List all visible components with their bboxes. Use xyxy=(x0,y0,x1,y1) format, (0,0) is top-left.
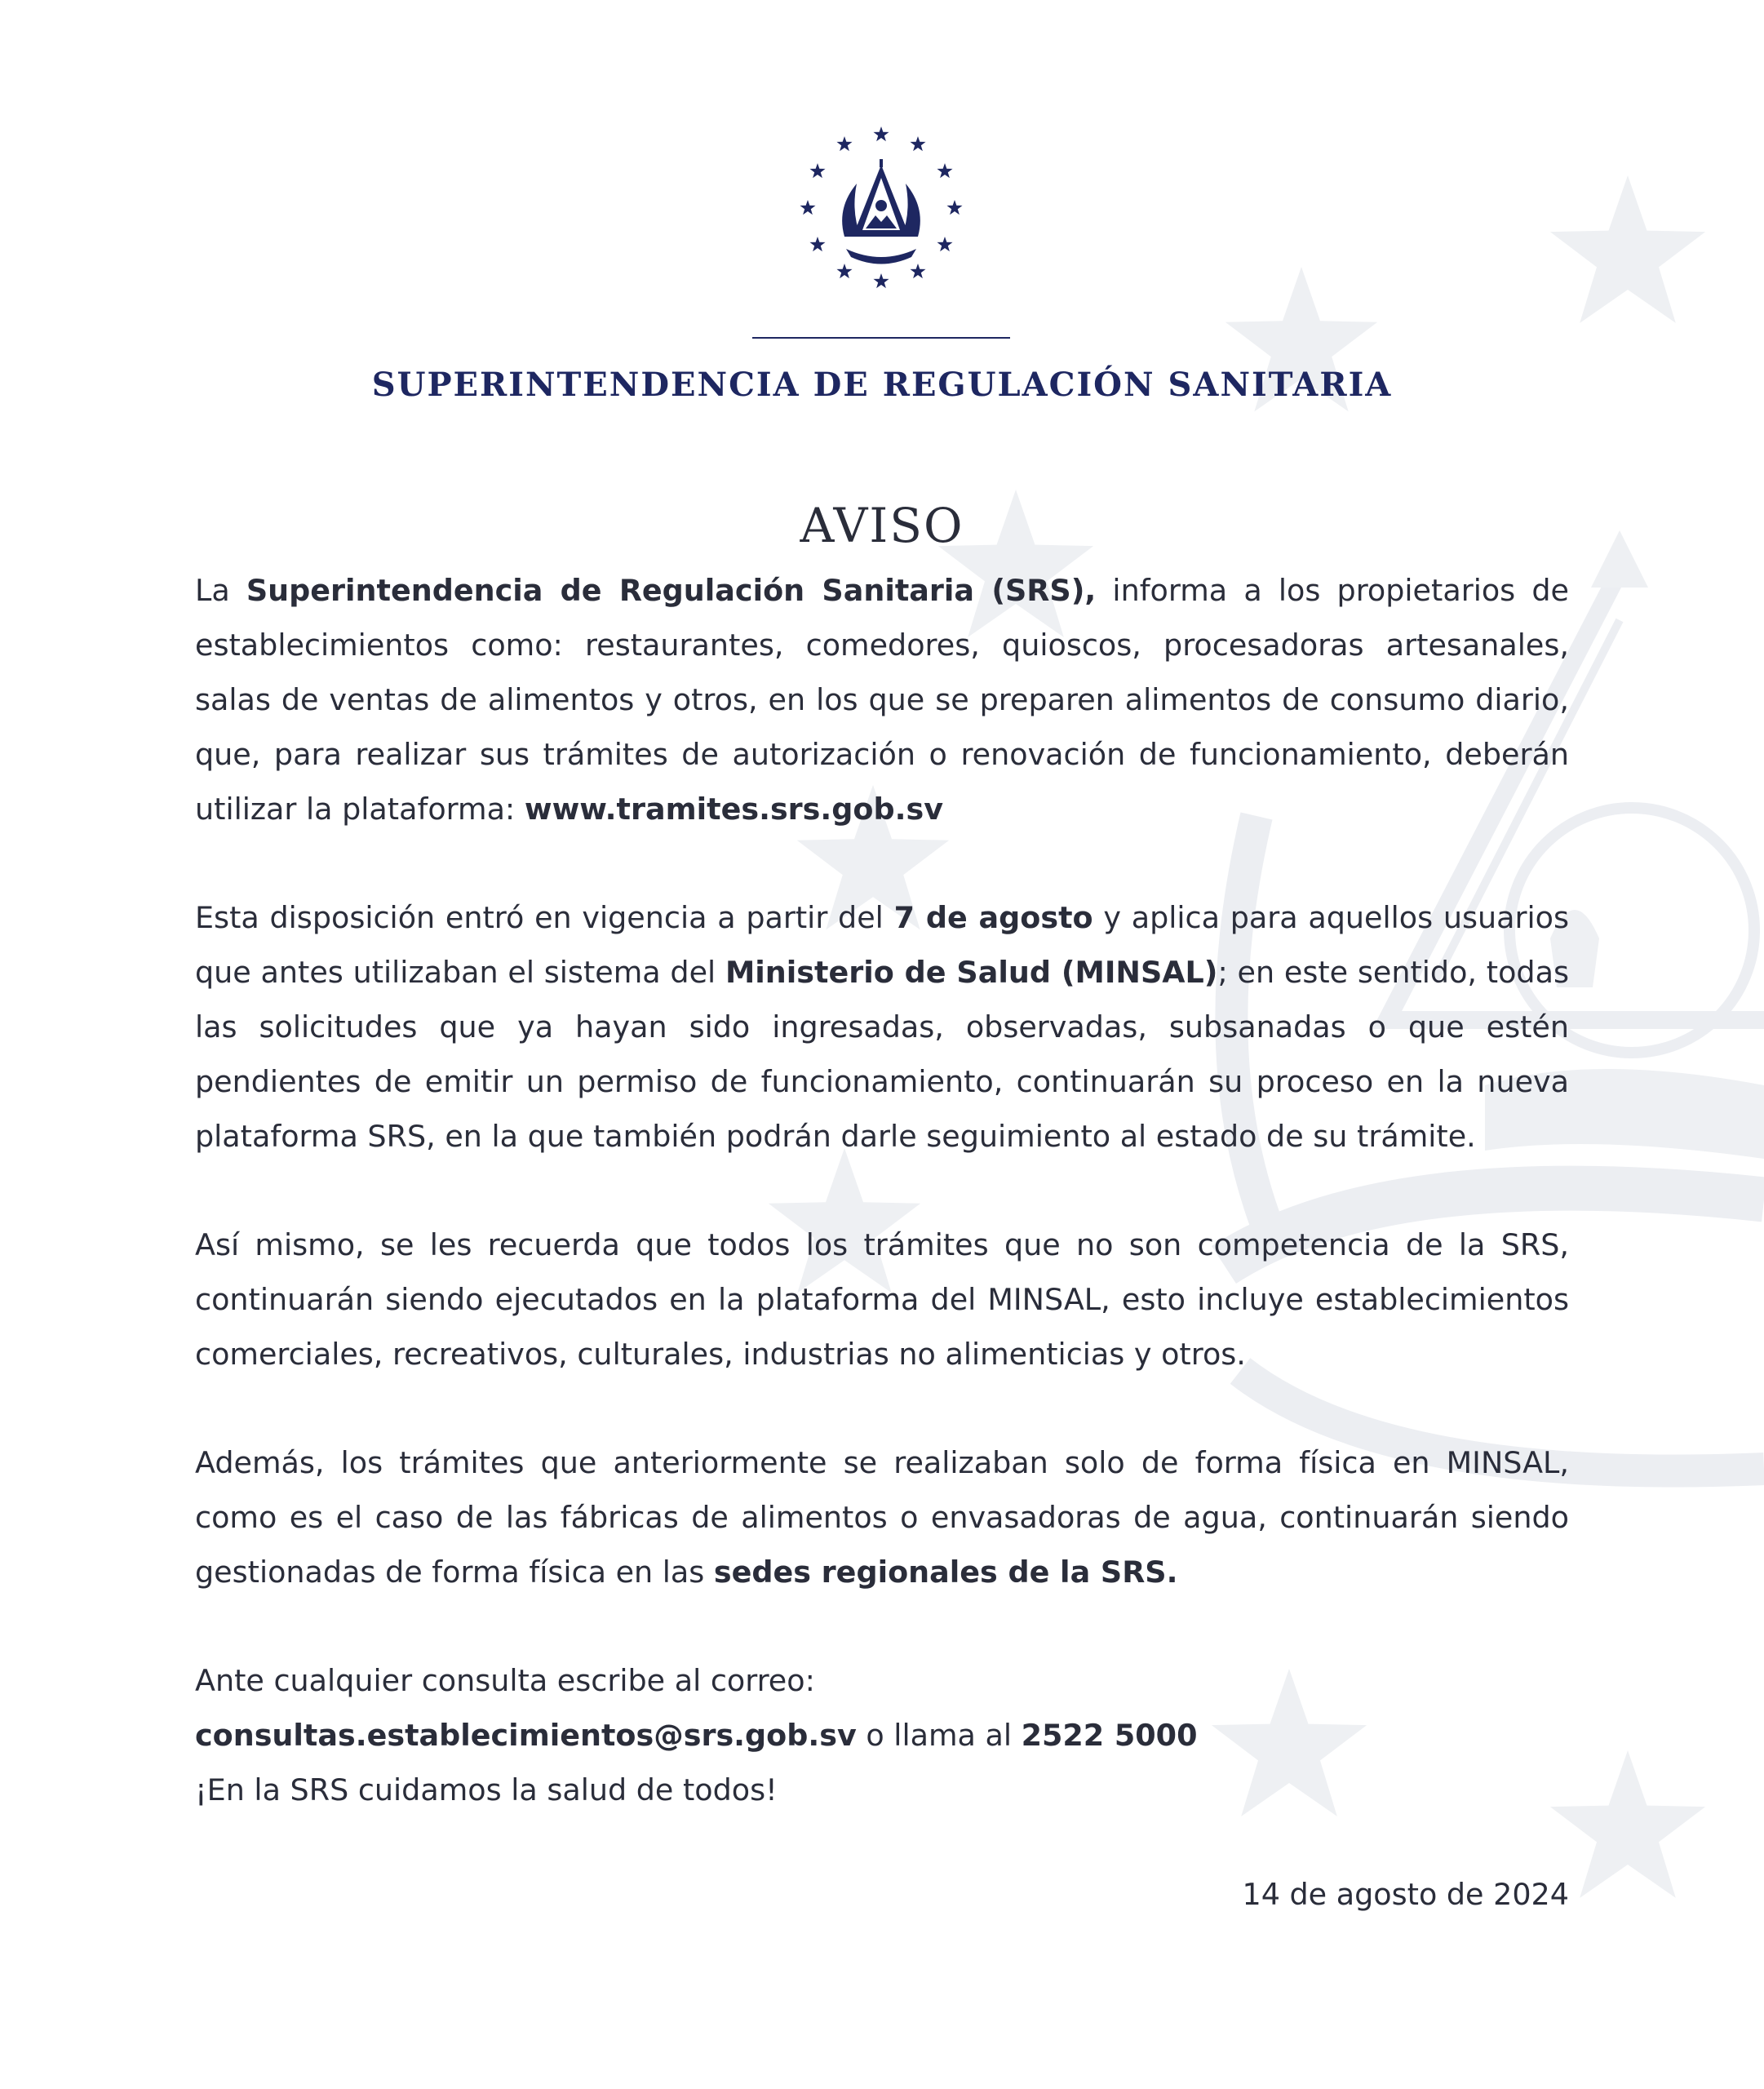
srs-name: Superintendencia de Regulación Sanitaria (SRS), xyxy=(246,573,1097,608)
regional-offices: sedes regionales de la SRS. xyxy=(713,1555,1178,1590)
watermark-star-icon xyxy=(1550,1750,1705,1898)
contact-block: Ante cualquier consulta escribe al correo: consultas.establecimientos@srs.gob.sv o llama al 2522 5000 ¡En la SRS cuidamos la salud de todos! xyxy=(195,1663,1198,1807)
paragraph-effective-date: Esta disposición entró en vigencia a partir del 7 de agosto y aplica para aquellos usuarios que antes utilizaban el sistema del Ministerio de Salud (MINSAL); en este sentido, todas las solicitudes que ya hayan sido ingresadas, observadas, subsanadas o que estén pendientes de emitir un permiso de funcionamiento, continuarán su proceso en la nueva plataforma SRS, en la que también podrán darle seguimiento al estado de su trámite. xyxy=(195,900,1570,1154)
paragraph-minsal-procedures: Así mismo, se les recuerda que todos los trámites que no son competencia de la SRS, continuarán siendo ejecutados en la plataforma del MINSAL, esto incluye establecimientos comerciales, recreativos, culturales, industrias no alimenticias y otros. xyxy=(195,1227,1569,1372)
organization-title: SUPERINTENDENCIA DE REGULACIÓN SANITARIA xyxy=(371,366,1393,404)
header-divider xyxy=(752,337,1010,339)
notice-date: 14 de agosto de 2024 xyxy=(1242,1877,1569,1912)
contact-email-link[interactable]: consultas.establecimientos@srs.gob.sv xyxy=(195,1718,857,1753)
notice-body xyxy=(195,498,1569,1817)
slogan: ¡En la SRS cuidamos la salud de todos! xyxy=(195,1772,778,1807)
notice-title: AVISO xyxy=(800,498,964,553)
el-salvador-coat-of-arms-icon xyxy=(779,114,983,318)
effective-date: 7 de agosto xyxy=(893,900,1093,935)
paragraph-physical-procedures: Además, los trámites que anteriormente se realizaban solo de forma física en MINSAL, como es el caso de las fábricas de alimentos o envasadoras de agua, continuarán siendo gestionadas de forma física en las sedes regionales de la SRS. xyxy=(195,1445,1569,1590)
minsal-name: Ministerio de Salud (MINSAL) xyxy=(725,955,1218,990)
paragraph-platform: La Superintendencia de Regulación Sanitaria (SRS), informa a los propietarios de establecimientos como: restaurantes, comedores, quioscos, procesadoras artesanales, salas de ventas de alimentos y otros, en los que se preparen alimentos de consumo diario, que, para realizar sus trámites de autorización o renovación de funcionamiento, deberán utilizar la plataforma: www.tramites.srs.gob.sv xyxy=(195,573,1569,827)
contact-phone[interactable]: 2522 5000 xyxy=(1021,1718,1198,1753)
watermark-star-icon xyxy=(1550,175,1705,323)
platform-link[interactable]: www.tramites.srs.gob.sv xyxy=(524,792,943,827)
